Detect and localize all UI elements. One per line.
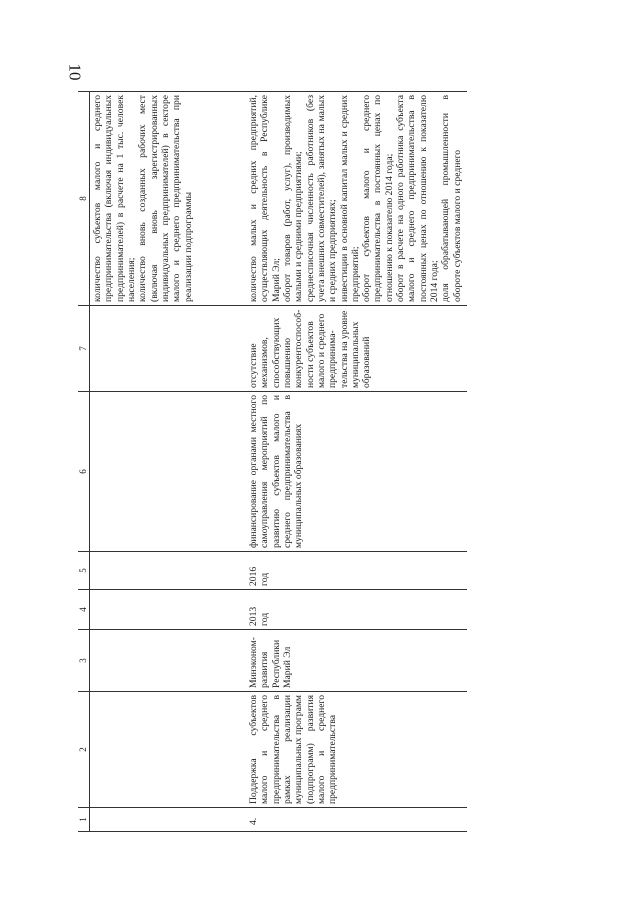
indicator-text: среднесписочная численность работников (без учета внешних совместителей), занятых на малых и средних предприятиях; — [304, 95, 339, 302]
measure-name: Поддержка субъектов малого и среднего предпринимательства в рамках реализации муниципальных программ (подпрограмм) развития малого и среднего предпринимательства — [246, 692, 467, 808]
program-measures-table — [78, 91, 467, 832]
indicator-text: доля обрабатывающей промышленности в обороте субъектов малого и среднего — [440, 95, 463, 302]
column-header-7: 7 — [78, 306, 90, 392]
column-header-6: 6 — [78, 392, 90, 552]
column-header-2: 2 — [78, 692, 90, 808]
cell-empty — [90, 306, 247, 392]
cell-empty — [90, 590, 247, 630]
expected-result: финансирование органами местного самоуправления мероприятий по развитию субъектов малого и среднего предпринимательства в муниципальных образованиях — [246, 392, 467, 552]
indicator-text: количество вновь созданных рабочих мест (включая вновь зарегистрированных индивидуальных предпринимателей) в секторе малого и среднего предпринимательства при реализации подпрограммы — [137, 95, 194, 302]
row-number: 4. — [246, 808, 467, 832]
indicators-cell — [246, 92, 467, 306]
start-year: 2013 год — [246, 590, 467, 630]
table-row-continuation — [90, 92, 247, 832]
page-number: 10 — [65, 63, 85, 81]
indicator-text: оборот товаров (работ, услуг), производимых малыми и средними предприятиями; — [281, 95, 305, 302]
column-header-4: 4 — [78, 590, 90, 630]
indicator-text: оборот в расчете на одного работника субъекта малого и среднего предпринимательства в постоянных ценах по отношению к показателю 2014 года; — [395, 95, 440, 302]
column-header-8: 8 — [78, 92, 90, 306]
column-header-3: 3 — [78, 630, 90, 692]
cell-empty — [90, 630, 247, 692]
indicator-text: количество субъектов малого и среднего предпринимательства (включая индивидуальных предпринимателей) в расчете на 1 тыс. человек населения; — [92, 95, 137, 302]
cell-empty — [90, 552, 247, 590]
cell-empty — [90, 808, 247, 832]
cell-empty — [90, 392, 247, 552]
indicator-text: количество малых и средних предприятий, осуществляющих деятельность в Республике Марий Эл; — [248, 95, 282, 302]
column-header-5: 5 — [78, 552, 90, 590]
column-header-1: 1 — [78, 808, 90, 832]
indicator-text: инвестиции в основной капитал малых и средних предприятий; — [338, 95, 361, 302]
executor-name: Минэконом-развития Республики Марий Эл — [246, 630, 467, 692]
end-year: 2016 год — [246, 552, 467, 590]
indicators-continuation-cell — [90, 92, 247, 306]
cell-empty — [90, 692, 247, 808]
rotated-table-page — [78, 92, 548, 832]
non-implementation-consequence: отсутствие механизмов, способствующих повышению конкурентоспособ-ности субъектов малого и среднего предпринима-тельства на уровне муниципальных образований — [246, 306, 467, 392]
column-number-row — [78, 92, 90, 832]
table-row — [246, 92, 467, 832]
indicator-text: оборот субъектов малого и среднего предпринимательства в постоянных ценах по отношению к показателю 2014 года; — [361, 95, 395, 302]
